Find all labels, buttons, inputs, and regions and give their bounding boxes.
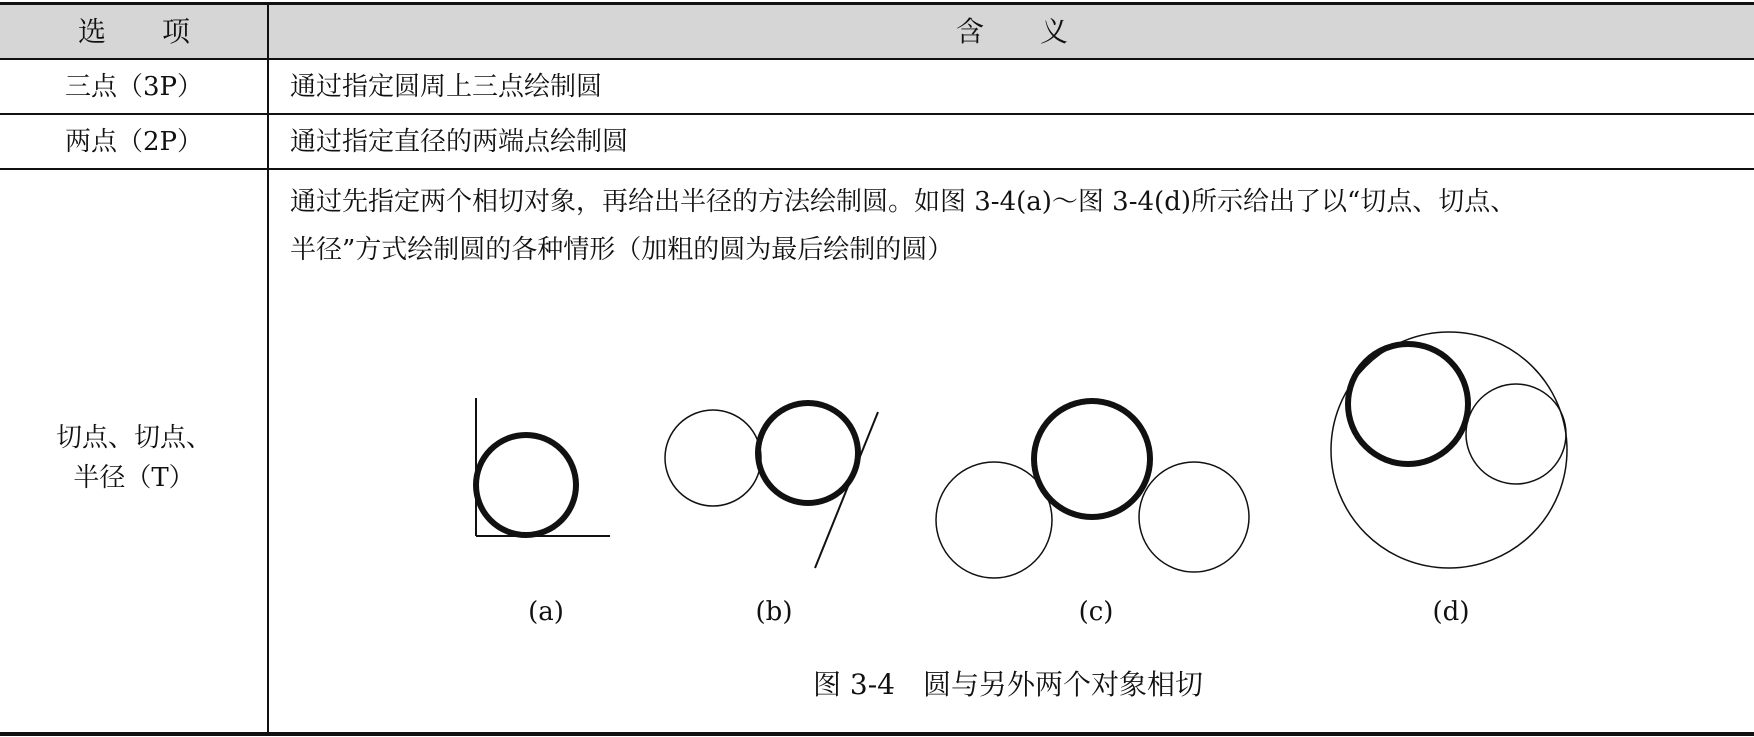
tangent-circle-bold <box>476 435 576 535</box>
header-meaning: 含 义 <box>955 15 1068 48</box>
panel-d-drawing <box>1331 332 1567 568</box>
panel-d-label: (d) <box>1432 597 1470 627</box>
row-3p-meaning: 通过指定圆周上三点绘制圆 <box>290 72 603 102</box>
panel-a-drawing <box>476 398 610 536</box>
row-ttr-meaning-line2: 半径”方式绘制圆的各种情形（加粗的圆为最后绘制的圆） <box>290 235 954 265</box>
tangent-circle-bold <box>1034 401 1150 517</box>
circle-inner <box>1466 384 1566 484</box>
tangent-line <box>815 412 878 568</box>
panel-a-label: (a) <box>528 597 564 627</box>
row-2p-option: 两点（2P） <box>64 127 204 157</box>
row-ttr-meaning-line1: 通过先指定两个相切对象，再给出半径的方法绘制圆。如图 3-4(a)～图 3-4(d)所示给出了以“切点、切点、 <box>290 187 1517 217</box>
row-2p-meaning: 通过指定直径的两端点绘制圆 <box>290 127 629 157</box>
row-ttr-option-line2: 半径（T） <box>73 463 195 493</box>
figure-caption: 图 3-4 圆与另外两个对象相切 <box>813 668 1203 701</box>
panel-b-drawing <box>665 403 878 568</box>
panel-b-label: (b) <box>755 597 793 627</box>
circle-existing <box>665 410 761 506</box>
panel-c-label: (c) <box>1078 597 1114 627</box>
panel-c-drawing <box>936 401 1249 578</box>
row-3p-option: 三点（3P） <box>64 72 204 102</box>
circle-right <box>1139 462 1249 572</box>
tangent-circle-bold <box>758 403 858 503</box>
header-option: 选 项 <box>77 15 190 48</box>
tangent-circle-bold <box>1348 344 1468 464</box>
row-ttr-option-line1: 切点、切点、 <box>55 423 212 453</box>
